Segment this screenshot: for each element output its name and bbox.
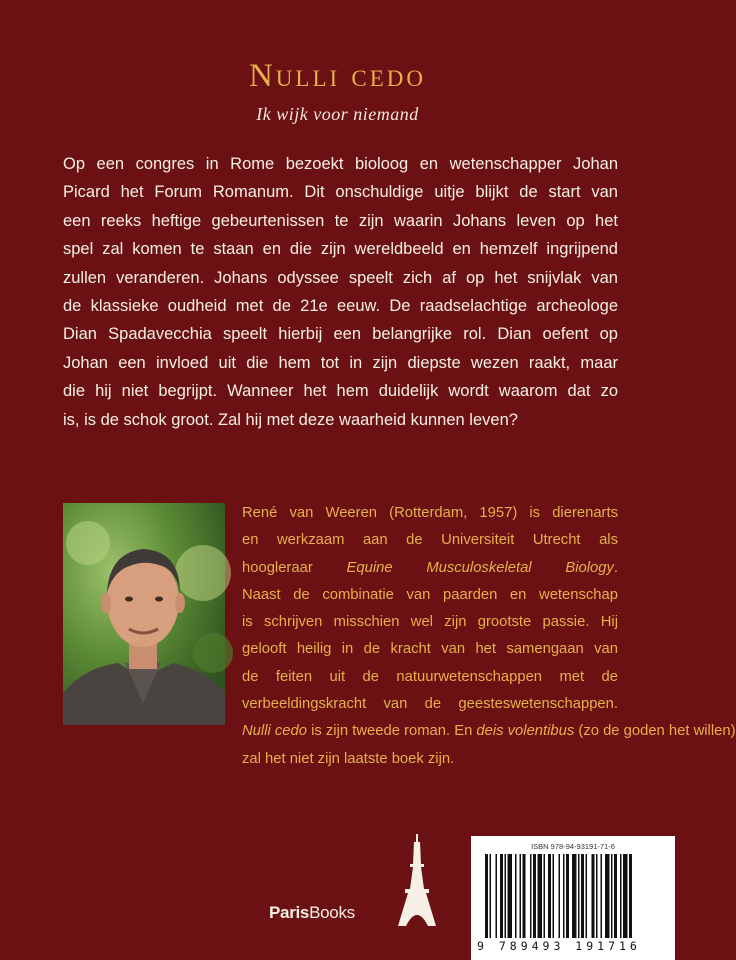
bio-text: .	[613, 559, 618, 576]
blurb-line: Johan een invloed uit die hem tot in zijn diepste wezen raakt, maar	[63, 353, 618, 372]
publisher-logo	[269, 903, 355, 923]
blurb-line: Picard het Forum Romanum. Dit onschuldige uitje blijkt de start van	[63, 183, 618, 202]
bio-line: en werkzaam aan de Universiteit Utrecht als	[242, 532, 618, 549]
barcode-bar	[553, 854, 555, 938]
barcode-bar	[596, 854, 598, 938]
author-photo	[63, 503, 225, 725]
blurb-line: zullen veranderen. Johans odyssee speelt zich af op het snijvlak van	[63, 268, 618, 287]
bio-line: gelooft heilig in de kracht van het samengaan van	[242, 641, 618, 658]
bio-line: René van Weeren (Rotterdam, 1957) is dierenarts	[242, 505, 618, 521]
eiffel-tower-icon	[394, 834, 440, 926]
barcode-bar	[496, 854, 498, 938]
barcode-bar	[523, 854, 526, 938]
bio-line: is schrijven misschien wel zijn grootste passie. Hij	[242, 614, 618, 631]
barcode-bar	[500, 854, 503, 938]
book-subtitle: Ik wijk voor niemand	[256, 104, 419, 124]
bio-text: hoogleraar	[242, 559, 347, 576]
bio-text: (zo de goden het willen)	[574, 723, 736, 740]
barcode-bar	[559, 854, 561, 938]
barcode-bar	[520, 854, 522, 938]
barcode-bar	[601, 854, 603, 938]
barcode-bar	[605, 854, 610, 938]
barcode-bar	[533, 854, 536, 938]
author-bio	[242, 500, 736, 773]
blurb-line: spel zal komen te staan en die zijn wereldbeeld en hemzelf ingrijpend	[63, 240, 618, 259]
barcode-bar	[578, 854, 580, 938]
publisher-logo-bold: Paris	[269, 903, 310, 922]
blurb-line: de klassieke oudheid met de 21e eeuw. De raadselachtige archeologe	[63, 296, 618, 315]
bio-line	[242, 718, 736, 745]
bio-italic-text: Equine Musculoskeletal Biology	[346, 559, 614, 576]
bio-line: zal het niet zijn laatste boek zijn.	[242, 750, 455, 767]
barcode-bar	[629, 854, 632, 938]
barcode-bar	[611, 854, 613, 938]
bio-text: is zijn tweede roman. En	[306, 723, 477, 740]
barcode-bar	[623, 854, 628, 938]
isbn-barcode	[471, 836, 675, 960]
barcode-bar	[566, 854, 569, 938]
bio-line: Naast de combinatie van paarden en wetenschap	[242, 586, 618, 603]
blurb	[63, 150, 618, 434]
barcode-bar	[548, 854, 551, 938]
barcode-bar	[508, 854, 513, 938]
barcode-bar	[515, 854, 517, 938]
bio-line	[242, 555, 618, 582]
blurb-line: een reeks heftige gebeurtenissen te zijn waarin Johans leven op het	[63, 211, 618, 230]
blurb-line: Op een congres in Rome bezoekt bioloog en wetenschapper Johan	[63, 155, 618, 173]
bio-line: de feiten uit de natuurwetenschappen met de	[242, 668, 618, 685]
publisher-logo-regular: Books	[309, 903, 355, 922]
blurb-line: is, is de schok groot. Zal hij met deze waarheid kunnen leven?	[63, 410, 518, 429]
barcode-bar	[586, 854, 588, 938]
bio-italic-text: deis volentibus	[476, 723, 575, 740]
barcode-bar	[544, 854, 546, 938]
blurb-line: die hij niet begrijpt. Wanneer het hem duidelijk wordt waarom dat zo	[63, 382, 618, 401]
blurb-line: Dian Spadavecchia speelt hierbij een belangrijke rol. Dian oefent op	[63, 325, 618, 344]
barcode-bar	[614, 854, 617, 938]
barcode-bar	[490, 854, 492, 938]
barcode-bar	[538, 854, 543, 938]
barcode-bar	[530, 854, 532, 938]
barcode-bar	[592, 854, 595, 938]
isbn-number: 9 789493 191716	[477, 939, 641, 953]
barcode-bar	[485, 854, 488, 938]
author-portrait-illustration	[63, 503, 225, 725]
barcode-bar	[563, 854, 565, 938]
bio-line: verbeeldingskracht van de geesteswetenschappen.	[242, 696, 618, 713]
barcode-bar	[505, 854, 507, 938]
isbn-text: ISBN 978-94-93191-71-6	[531, 842, 615, 851]
barcode-bar	[620, 854, 622, 938]
bio-italic-text: Nulli cedo	[242, 723, 307, 740]
barcode-bar	[572, 854, 577, 938]
book-title: Nulli cedo	[248, 58, 427, 94]
barcode-bar	[581, 854, 584, 938]
barcode-bars	[485, 854, 669, 938]
